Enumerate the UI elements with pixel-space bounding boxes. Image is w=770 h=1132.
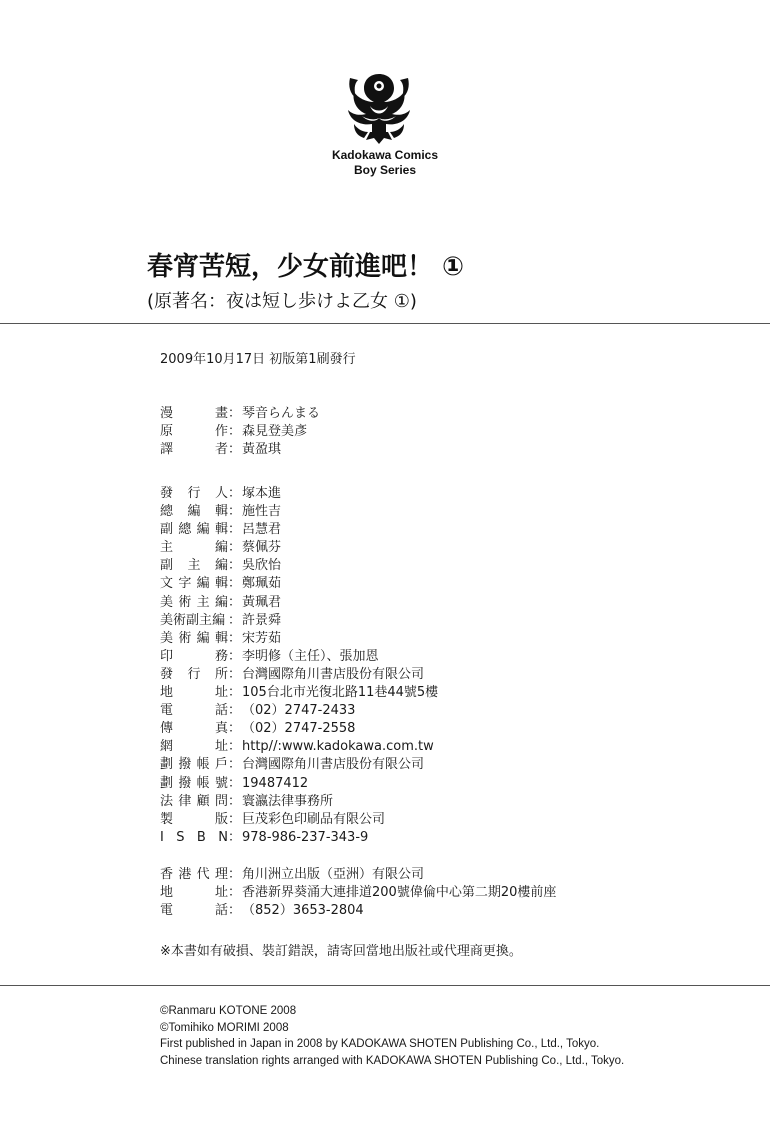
- info-label: 主 編: [160, 540, 228, 556]
- copyright-line: ©Ranmaru KOTONE 2008: [160, 1005, 297, 1017]
- info-separator: ：: [228, 685, 242, 701]
- notice: ※本書如有破損、裝訂錯誤，請寄回當地出版社或代理商更換。: [160, 944, 522, 959]
- info-separator: ：: [228, 442, 242, 458]
- original-title: (原著名：夜は短し歩けよ乙女 ①): [147, 291, 417, 312]
- info-label: 漫 畫: [160, 406, 228, 421]
- info-row: [160, 884, 556, 902]
- hk-agent-block: [160, 866, 556, 920]
- info-value: 吳欣怡: [242, 558, 282, 574]
- info-separator: ：: [228, 775, 242, 791]
- info-value: （02）2747-2558: [242, 721, 356, 737]
- info-value: 塚本進: [242, 486, 282, 501]
- info-row: [160, 866, 556, 884]
- info-label: 譯 者: [160, 442, 228, 458]
- info-label: 網 址: [160, 739, 228, 755]
- info-separator: ：: [228, 540, 242, 556]
- info-separator: ：: [228, 885, 242, 901]
- info-value: 台灣國際角川書店股份有限公司: [242, 757, 425, 773]
- info-row: [160, 521, 438, 539]
- info-value: 香港新界葵涌大連排道200號偉倫中心第二期20樓前座: [242, 885, 557, 901]
- info-row: [160, 720, 438, 738]
- imprint-line-1: Kadokawa Comics: [331, 148, 439, 162]
- info-separator: ：: [228, 504, 242, 520]
- info-row: [160, 503, 438, 521]
- info-label: 地 址: [160, 685, 228, 701]
- info-row: [160, 485, 438, 503]
- info-label: 原 作: [160, 424, 228, 440]
- info-value: 105台北市光復北路11巷44號5樓: [242, 685, 439, 701]
- info-label: 美 術 主 編: [160, 594, 228, 610]
- info-row: [160, 441, 320, 459]
- info-value: 許景舜: [242, 612, 282, 628]
- info-label: 電 話: [160, 703, 228, 719]
- info-label: 傳 真: [160, 721, 228, 737]
- info-label: 電 話: [160, 903, 228, 919]
- divider-top: [0, 323, 770, 324]
- info-separator: ：: [228, 612, 242, 628]
- info-label: 印 務: [160, 648, 228, 664]
- info-value: 19487412: [242, 775, 309, 791]
- phoenix-logo-icon: [340, 66, 418, 146]
- staff-block: [160, 485, 438, 847]
- info-separator: ：: [228, 576, 242, 592]
- info-row: [160, 684, 438, 702]
- info-label: 文 字 編 輯: [160, 576, 228, 592]
- info-label: 劃 撥 帳 號: [160, 775, 228, 791]
- info-value: 角川洲立出版（亞洲）有限公司: [242, 867, 425, 882]
- info-value: （02）2747-2433: [242, 703, 356, 719]
- info-separator: ：: [228, 829, 242, 845]
- info-separator: ：: [228, 594, 242, 610]
- info-separator: ：: [228, 522, 242, 538]
- info-label: 美 術 編 輯: [160, 630, 228, 646]
- info-separator: ：: [228, 558, 242, 574]
- info-separator: ：: [228, 793, 242, 809]
- info-label: 副 主 編: [160, 558, 228, 574]
- info-value: 蔡佩芬: [242, 540, 282, 556]
- info-label: 劃 撥 帳 戶: [160, 757, 228, 773]
- info-row: [160, 829, 438, 847]
- info-separator: ：: [228, 486, 242, 501]
- imprint-line-2: Boy Series: [353, 163, 417, 177]
- info-row: [160, 811, 438, 829]
- info-label: 總 編 輯: [160, 504, 228, 520]
- info-separator: ：: [228, 903, 242, 919]
- info-row: [160, 423, 320, 441]
- info-row: [160, 666, 438, 684]
- info-separator: ：: [228, 648, 242, 664]
- info-row: [160, 902, 556, 920]
- info-value: 台灣國際角川書店股份有限公司: [242, 666, 425, 682]
- info-row: [160, 575, 438, 593]
- info-row: [160, 539, 438, 557]
- info-row: [160, 756, 438, 774]
- book-title: 春宵苦短，少女前進吧！ ①: [147, 252, 465, 282]
- info-row: [160, 738, 438, 756]
- credits-block: [160, 405, 320, 459]
- info-label: 地 址: [160, 885, 228, 901]
- info-value: 琴音らんまる: [242, 406, 321, 421]
- info-separator: ：: [228, 757, 242, 773]
- info-separator: ：: [228, 630, 242, 646]
- copyright-line: Chinese translation rights arranged with KADOKAWA SHOTEN Publishing Co., Ltd., Tokyo.: [160, 1054, 625, 1067]
- info-value: 寰瀛法律事務所: [242, 793, 334, 809]
- info-label: 法 律 顧 問: [160, 793, 228, 809]
- info-separator: ：: [228, 867, 242, 882]
- info-separator: ：: [228, 739, 242, 755]
- info-row: [160, 612, 438, 630]
- info-row: [160, 405, 320, 423]
- info-label: 香 港 代 理: [160, 867, 228, 882]
- info-label: I S B N: [160, 829, 228, 845]
- info-separator: ：: [228, 721, 242, 737]
- info-row: [160, 793, 438, 811]
- info-separator: ：: [228, 811, 242, 827]
- info-value: （852）3653-2804: [242, 903, 364, 919]
- info-separator: ：: [228, 703, 242, 719]
- info-label: 美 術 副 主 編: [160, 612, 226, 628]
- info-value: 呂慧君: [242, 522, 282, 538]
- info-label: 副 總 編 輯: [160, 522, 228, 538]
- info-separator: ：: [228, 406, 242, 421]
- info-row: [160, 594, 438, 612]
- info-value: 黃盈琪: [242, 442, 282, 458]
- info-separator: ：: [228, 666, 242, 682]
- info-value: 施性吉: [242, 504, 282, 520]
- info-label: 發 行 所: [160, 666, 228, 682]
- info-label: 發 行 人: [160, 486, 228, 501]
- info-label: 製 版: [160, 811, 228, 827]
- info-value: 李明修（主任）、張加恩: [242, 648, 379, 664]
- info-row: [160, 557, 438, 575]
- info-row: [160, 775, 438, 793]
- info-value: 森見登美彥: [242, 424, 308, 440]
- info-value: 宋芳茹: [242, 630, 282, 646]
- publication-date: 2009年10月17日 初版第1刷發行: [160, 352, 356, 367]
- info-value: 黃珮君: [242, 594, 282, 610]
- info-row: [160, 702, 438, 720]
- copyright-block: [160, 1003, 624, 1069]
- info-value: 巨茂彩色印刷品有限公司: [242, 811, 386, 827]
- info-separator: ：: [228, 424, 242, 440]
- copyright-line: ©Tomihiko MORIMI 2008: [160, 1021, 289, 1034]
- info-value: 鄭珮茹: [242, 576, 282, 592]
- divider-bottom: [0, 985, 770, 986]
- info-row: [160, 630, 438, 648]
- copyright-line: First published in Japan in 2008 by KADOKAWA SHOTEN Publishing Co., Ltd., Tokyo.: [160, 1038, 600, 1050]
- info-value: 978-986-237-343-9: [242, 829, 369, 845]
- info-row: [160, 648, 438, 666]
- info-value: http//:www.kadokawa.com.tw: [242, 739, 434, 755]
